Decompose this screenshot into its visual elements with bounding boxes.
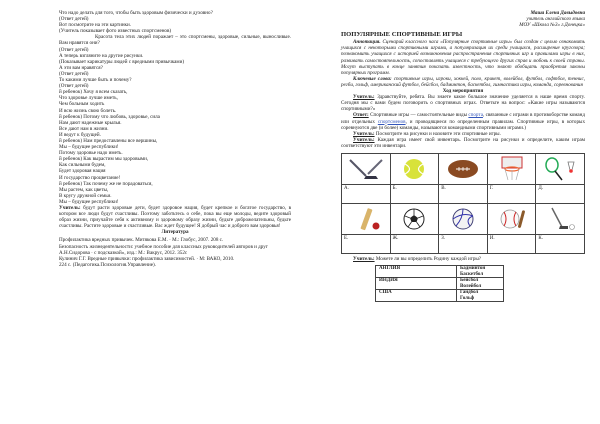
- text-line: В кругу дружной семьи.: [59, 192, 112, 199]
- text-line: Красота тела этих людей поражает – это спортсмены, здоровые, сильные, выносливые. Вам нравятся они?: [59, 34, 291, 47]
- annotation-label: Аннотация.: [353, 39, 381, 46]
- rugby-ball-icon: [441, 156, 485, 182]
- paragraph-2-text-b: , связанные с играми в противоборстве команд или отдельных: [341, 112, 585, 125]
- countries-table: [375, 265, 504, 302]
- teacher-label-4: Учитель:: [353, 136, 375, 143]
- picture-cell: [536, 153, 585, 184]
- paragraph-5-text: Можете ли вы определить Родину каждой игры?: [374, 255, 482, 262]
- text-line: Как сильными будем,: [59, 162, 106, 169]
- picture-label: Е.: [344, 235, 349, 241]
- literature-item: Кулинич Г.Г. Вредные привычки: профилактика зависимостей. · М: ВАКО, 2010.: [59, 255, 235, 262]
- text-line: Все дают нам в жизни.: [59, 125, 109, 132]
- sports-pictures-table: [341, 153, 585, 254]
- teacher-label-5: Учитель:: [353, 255, 375, 262]
- text-line: й ребенок) Так почему же не порадоваться,: [59, 180, 153, 187]
- text-line: й ребенок) Нам предоставлены все вершины,: [59, 137, 158, 144]
- paragraph-5: [341, 256, 585, 262]
- text-line: Мы растем, как цветы,: [59, 186, 109, 193]
- paragraph-1: [341, 94, 585, 112]
- page-title: ПОПУЛЯРНЫЕ СПОРТИВНЫЕ ИГРЫ: [341, 31, 463, 39]
- event-heading: Ход мероприятия: [442, 88, 484, 95]
- annotation: [341, 39, 585, 76]
- games-cell: [457, 290, 504, 302]
- picture-label: В.: [441, 185, 446, 191]
- literature-item: Безопасность жизнедеятельности: учебное пособие для классных руководителей авторов и друг: [59, 243, 268, 250]
- games-cell: [457, 266, 504, 278]
- text-line: Потому здоровье надо иметь.: [59, 150, 123, 157]
- country-row: [376, 266, 504, 278]
- text-line: Мы – будущее республики!: [59, 198, 119, 205]
- picture-cell: [439, 153, 488, 184]
- literature-item: 224 с. (Педагогика.Психология.Управление).: [59, 261, 156, 268]
- author-block: [341, 10, 585, 28]
- picture-label: Г.: [489, 185, 494, 191]
- country-row: [376, 278, 504, 290]
- teacher-text: будут расти здоровые дети, будет здоровое нация, будет крепкое и богатое государство, в котором все люди будут счастливы. Поэтому заботьтесь о себе, пока вы еще молоды, ведите здоровый образ жизни, приучайте себя к активному и здоровому образу жизни, будьте доброжелательны, будьте счастливы. Растите здоровые и счастливые. Вас ждет будущее! Я добрый час и доброго вам здоровья!: [59, 205, 291, 230]
- sport-link[interactable]: спорта: [468, 112, 483, 119]
- game-name: Баскетбол: [460, 271, 484, 277]
- text-line: А теперь взгляните на другие рисунки.: [59, 52, 144, 59]
- picture-label: А.: [344, 185, 349, 191]
- text-line: То какими лучше быть и почему?: [59, 77, 132, 84]
- games-cell: [457, 278, 504, 290]
- picture-cell: [342, 153, 391, 184]
- country-cell: США: [376, 290, 457, 302]
- teacher-conclusion: [59, 205, 291, 229]
- picture-label: Д.: [538, 185, 544, 191]
- author-name: Маша Елена Давыдовна: [530, 10, 585, 16]
- teacher-label: Учитель:: [59, 205, 81, 211]
- game-name: Гольф: [460, 295, 475, 301]
- picture-label: И.: [489, 235, 495, 241]
- text-line: Нам дают надежные крылья.: [59, 119, 122, 126]
- teacher-label-1: Учитель:: [353, 94, 375, 101]
- text-line: (Ответ детей): [59, 46, 89, 53]
- author-school: МОУ «Школа №3» г.Донецка»: [519, 22, 585, 29]
- text-line: й ребенок) Хочу я всем сказать,: [59, 89, 128, 96]
- paragraph-2: [341, 112, 585, 130]
- hockey-stick-icon: [344, 156, 388, 182]
- game-name: Гандбол: [460, 290, 479, 296]
- author-role: учитель английского языка: [526, 16, 585, 23]
- picture-label: К.: [538, 235, 543, 241]
- tennis-ball-icon: [392, 156, 436, 182]
- pictures-label-row-2: [342, 234, 585, 253]
- picture-label: З.: [441, 235, 445, 241]
- badminton-icon: [538, 156, 582, 182]
- paragraph-4: [341, 137, 585, 149]
- text-line: Мы – будущее республики!: [59, 144, 119, 151]
- text-line: Чем больным ходить: [59, 101, 105, 108]
- text-line: (Ответ детей): [59, 16, 89, 23]
- pictures-image-row-2: [342, 203, 585, 234]
- game-name: Волейбол: [460, 283, 482, 289]
- answer-label: Ответ:: [353, 112, 369, 119]
- text-line: (Ответ детей): [59, 83, 89, 90]
- game-name: Бадминтон: [460, 266, 486, 272]
- text-line: (Учитель показывает фото известных спортсменов): [59, 28, 172, 35]
- text-line: И ведут к будущей.: [59, 131, 101, 138]
- soccer-ball-icon: [392, 206, 436, 232]
- text-line: Что надо делать для того, чтобы быть здоровым физически и духовно?: [59, 10, 213, 16]
- picture-cell: [390, 203, 439, 234]
- text-line: й ребенок) Как вырастим мы здоровыми,: [59, 156, 149, 163]
- annotation-text: Сценарий классного часа «Популярные спортивные игры» был создан с целью ознакомить учащихся с некоторыми спортивными играми, а популяризация их среди учащихся, расширение кругозора; познакомить учащихся с историей возникновения распространения спортивных игр и правилами игры в них, развивать самостоятельность, сопоставлять учащиеся с требующего других справ и любовь к своей страны. Могут выступать в конце занятия показать известность, что знают обобщать приобретая законы популярных программ.: [341, 39, 585, 76]
- picture-cell: [439, 203, 488, 234]
- game-name: Бейсбол: [460, 278, 479, 284]
- country-cell: ИНДИЯ: [376, 278, 457, 290]
- left-column: [59, 10, 291, 268]
- text-line: (Ответ детей): [59, 70, 89, 77]
- literature-heading: Литература: [161, 229, 189, 236]
- literature-item: А.Н.Сидорова · с подсказкой», изд.: М.: Вакрус, 2012. 352с: [59, 249, 188, 256]
- text-line: й ребенок) Потому что любовь, здоровье, сила: [59, 113, 160, 120]
- baseball-icon: [490, 206, 534, 232]
- paragraph-3-text: Посмотрите на рисунки и назовите эти спортивные игры.: [374, 130, 501, 137]
- literature-item: Профилактика вредных привычек. Митякова Е.М. · М.: Глобус, 2007. 208 с.: [59, 237, 224, 244]
- keywords-text: спортивные игры, игроки, хоккей, поло, крикет, волейбол, футбол, софтбол, теннис, регби, гольф, американский футбол, бейсбол, бадминтон, баскетбол, гимнастика игры, команда, соревнования: [341, 75, 585, 88]
- country-cell: АНГЛИЯ: [376, 266, 457, 278]
- right-column: [341, 10, 585, 302]
- teacher-label-3: Учитель:: [353, 130, 375, 137]
- text-line: Будет здоровая нация: [59, 168, 106, 175]
- picture-label: Ж.: [392, 235, 399, 241]
- left-lines: [59, 10, 291, 205]
- pictures-image-row-1: [342, 153, 585, 184]
- paragraph-2-text-a: Спортивные игры — самостоятельные виды: [368, 112, 469, 119]
- keywords: [341, 76, 585, 88]
- basketball-hoop-icon: [490, 156, 534, 182]
- picture-cell: [487, 153, 536, 184]
- paragraph-2-text-c: , и проводящиеся по определенным правилам. Спортивные игры, в которых соревнуются две (и более) команды, называются командными спортивными играми.): [341, 118, 585, 131]
- literature-list: [59, 237, 291, 267]
- paragraph-1-text: Здравствуйте, ребята. Вы знаете какое большое значение уделяется в наше время спорту. Сегодня мы с вами будем поговорить о спортивных играх. Ответьте на вопрос: «Какие игры называются спортивными?»: [341, 94, 585, 113]
- cricket-bat-icon: [344, 206, 388, 232]
- picture-cell: [487, 203, 536, 234]
- picture-label: Б.: [392, 185, 397, 191]
- text-line: (Показывает карикатуры людей с вредными привычками): [59, 58, 185, 65]
- country-row: [376, 290, 504, 302]
- text-line: Что здоровье лучше иметь,: [59, 95, 118, 102]
- volleyball-icon: [441, 206, 485, 232]
- picture-cell: [390, 153, 439, 184]
- picture-cell: [342, 203, 391, 234]
- text-line: А эти вам нравятся?: [59, 64, 103, 71]
- pictures-label-row-1: [342, 184, 585, 203]
- golf-club-icon: [538, 206, 582, 232]
- text-line: И государство процветание!: [59, 174, 121, 181]
- keywords-label: Ключевые слова:: [353, 75, 392, 82]
- picture-cell: [536, 203, 585, 234]
- text-line: Вот посмотрите на эти картинки.: [59, 22, 132, 29]
- text-line: И всю жизнь свою болеть.: [59, 107, 117, 114]
- paragraph-4-text: Каждая игра имеет свой инвентарь. Посмотрите на рисунки и определите, каким играм соответствуют эти инвентари.: [341, 136, 585, 149]
- athletes-link[interactable]: спортсменов: [377, 118, 406, 125]
